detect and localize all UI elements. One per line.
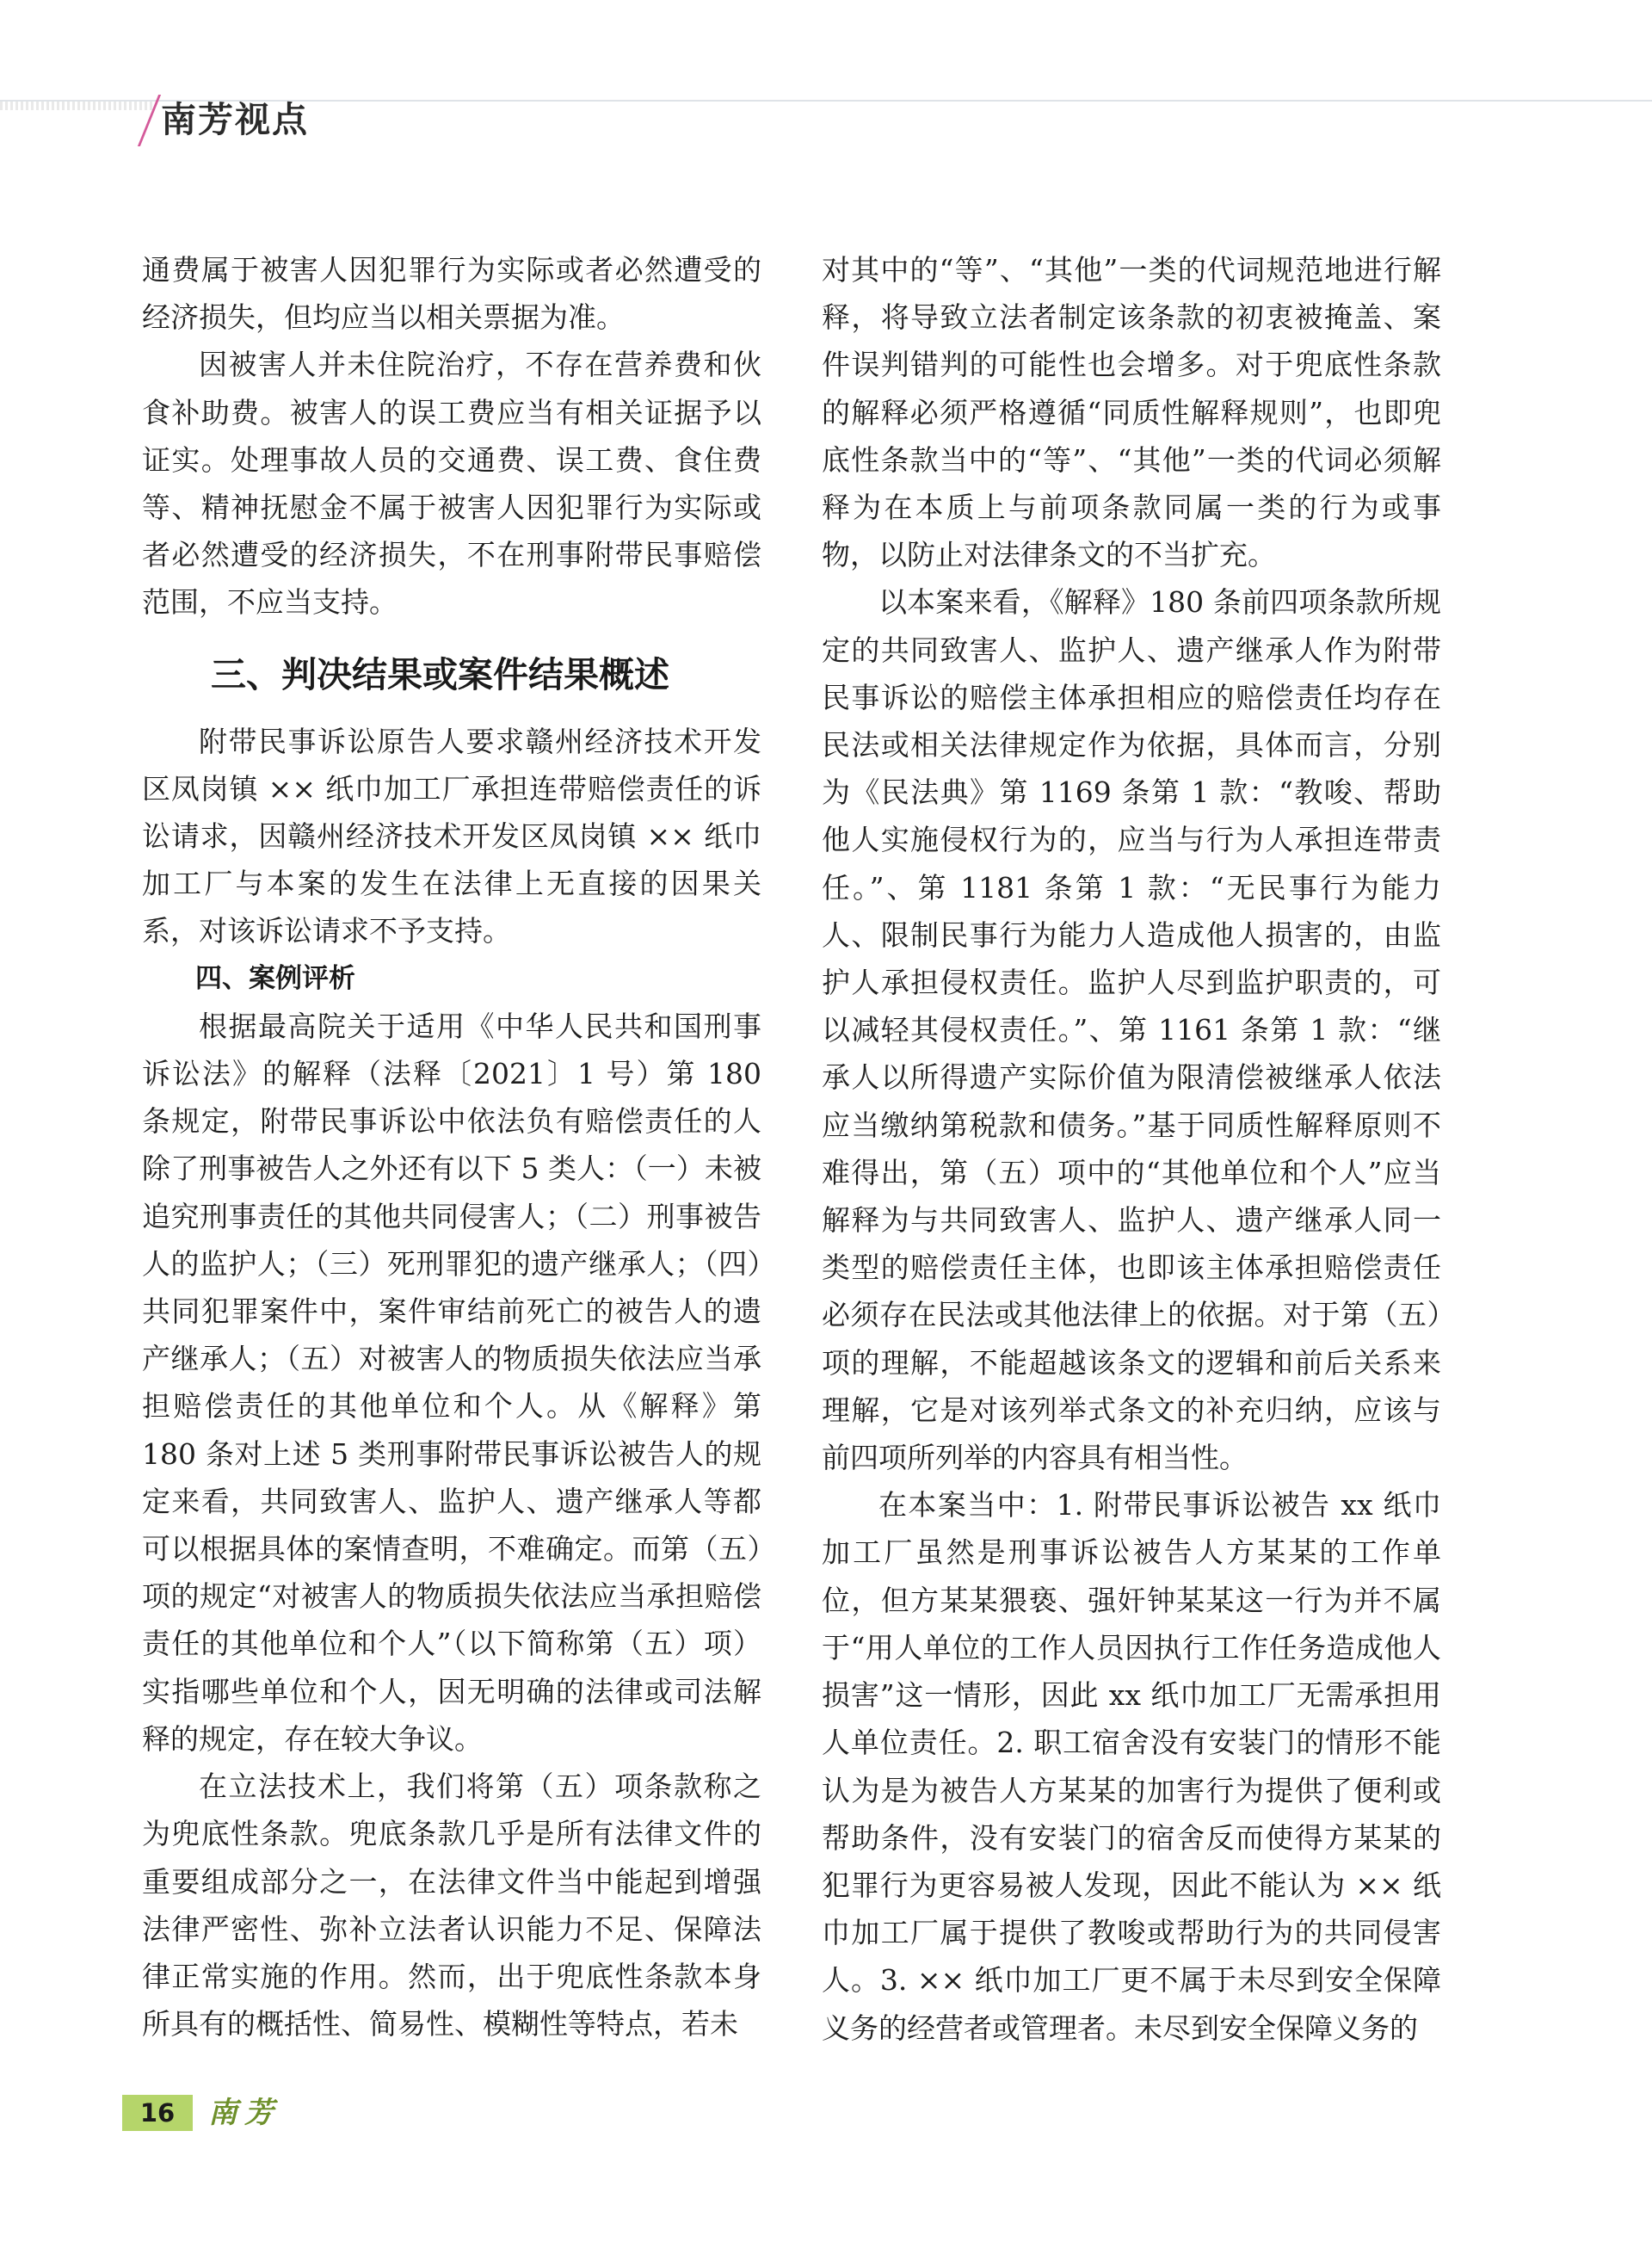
header-decoration [0, 102, 155, 110]
subsection-heading: 四、案例评析 [195, 962, 355, 994]
section-tag: 南芳视点 [153, 88, 317, 145]
paragraph: 附带民事诉讼原告人要求赣州经济技术开发区凤岗镇 ×× 纸巾加工厂承担连带赔偿责任的诉讼请求，因赣州经济技术开发区凤岗镇 ×× 纸巾加工厂与本案的发生在法律上无直接的因果关系，对该诉讼请求不予支持。 [142, 724, 761, 948]
publication-logo: 南芳 [208, 2096, 280, 2130]
paragraph: 在本案当中：1. 附带民事诉讼被告 xx 纸巾加工厂虽然是刑事诉讼被告人方某某的工作单位，但方某某猥亵、强奸钟某某这一行为并不属于“用人单位的工作人员因执行工作任务造成他人损害”这一情形，因此 xx 纸巾加工厂无需承担用人单位责任。2. 职工宿舍没有安装门的情形不能认为是为被告人方某某的加害行为提供了便利或帮助条件，没有安装门的宿舍反而使得方某某的犯罪行为更容易被人发现，因此不能认为 ×× 纸巾加工厂属于提供了教唆或帮助行为的共同侵害人。3. ×× 纸巾加工厂更不属于未尽到安全保障义务的经营者或管理者。未尽到安全保障义务的 [822, 1488, 1441, 2045]
paragraph: 对其中的“等”、“其他”一类的代词规范地进行解释，将导致立法者制定该条款的初衷被掩盖、案件误判错判的可能性也会增多。对于兜底性条款的解释必须严格遵循“同质性解释规则”，也即兜底性条款当中的“等”、“其他”一类的代词必须解释为在本质上与前项条款同属一类的行为或事物，以防止对法律条文的不当扩充。 [822, 253, 1441, 572]
left-column [142, 246, 761, 2047]
paragraph: 通费属于被害人因犯罪行为实际或者必然遭受的经济损失，但均应当以相关票据为准。 [142, 253, 761, 335]
paragraph: 在立法技术上，我们将第（五）项条款称之为兜底性条款。兜底条款几乎是所有法律文件的重要组成部分之一，在法律文件当中能起到增强法律严密性、弥补立法者认识能力不足、保障法律正常实施的作用。然而，出于兜底性条款本身所具有的概括性、简易性、模糊性等特点，若未 [142, 1770, 761, 2041]
paragraph: 以本案来看，《解释》180 条前四项条款所规定的共同致害人、监护人、遗产继承人作为附带民事诉讼的赔偿主体承担相应的赔偿责任均存在民法或相关法律规定作为依据，具体而言，分别为《民法典》第 1169 条第 1 款：“教唆、帮助他人实施侵权行为的，应当与行为人承担连带责任。”、第 1181 条第 1 款：“无民事行为能力人、限制民事行为能力人造成他人损害的，由监护人承担侵权责任。监护人尽到监护职责的，可以减轻其侵权责任。”、第 1161 条第 1 款：“继承人以所得遗产实际价值为限清偿被继承人依法应当缴纳第税款和债务。”基于同质性解释原则不难得出，第（五）项中的“其他单位和个人”应当解释为与共同致害人、监护人、遗产继承人同一类型的赔偿责任主体，也即该主体承担赔偿责任必须存在民法或其他法律上的依据。对于第（五）项的理解，不能超越该条文的逻辑和前后关系来理解，它是对该列举式条文的补充归纳，应该与前四项所列举的内容具有相当性。 [822, 585, 1441, 1475]
paragraph: 根据最高院关于适用《中华人民共和国刑事诉讼法》的解释（法释〔2021〕1 号）第 180 条规定，附带民事诉讼中依法负有赔偿责任的人除了刑事被告人之外还有以下 5 类人：（一）未被追究刑事责任的其他共同侵害人；（二）刑事被告人的监护人；（三）死刑罪犯的遗产继承人；（四）共同犯罪案件中，案件审结前死亡的被告人的遗产继承人；（五）对被害人的物质损失依法应当承担赔偿责任的其他单位和个人。从《解释》第 180 条对上述 5 类刑事附带民事诉讼被告人的规定来看，共同致害人、监护人、遗产继承人等都可以根据具体的案情查明，不难确定。而第（五）项的规定“对被害人的物质损失依法应当承担赔偿责任的其他单位和个人”（以下简称第（五）项）实指哪些单位和个人，因无明确的法律或司法解释的规定，存在较大争议。 [142, 1009, 761, 1756]
right-column [822, 246, 1441, 2052]
page-number: 16 [122, 2095, 193, 2131]
section-heading: 三、判决结果或案件结果概述 [211, 653, 669, 695]
paragraph: 因被害人并未住院治疗，不存在营养费和伙食补助费。被害人的误工费应当有相关证据予以证实。处理事故人员的交通费、误工费、食住费等、精神抚慰金不属于被害人因犯罪行为实际或者必然遭受的经济损失，不在刑事附带民事赔偿范围，不应当支持。 [142, 348, 761, 620]
